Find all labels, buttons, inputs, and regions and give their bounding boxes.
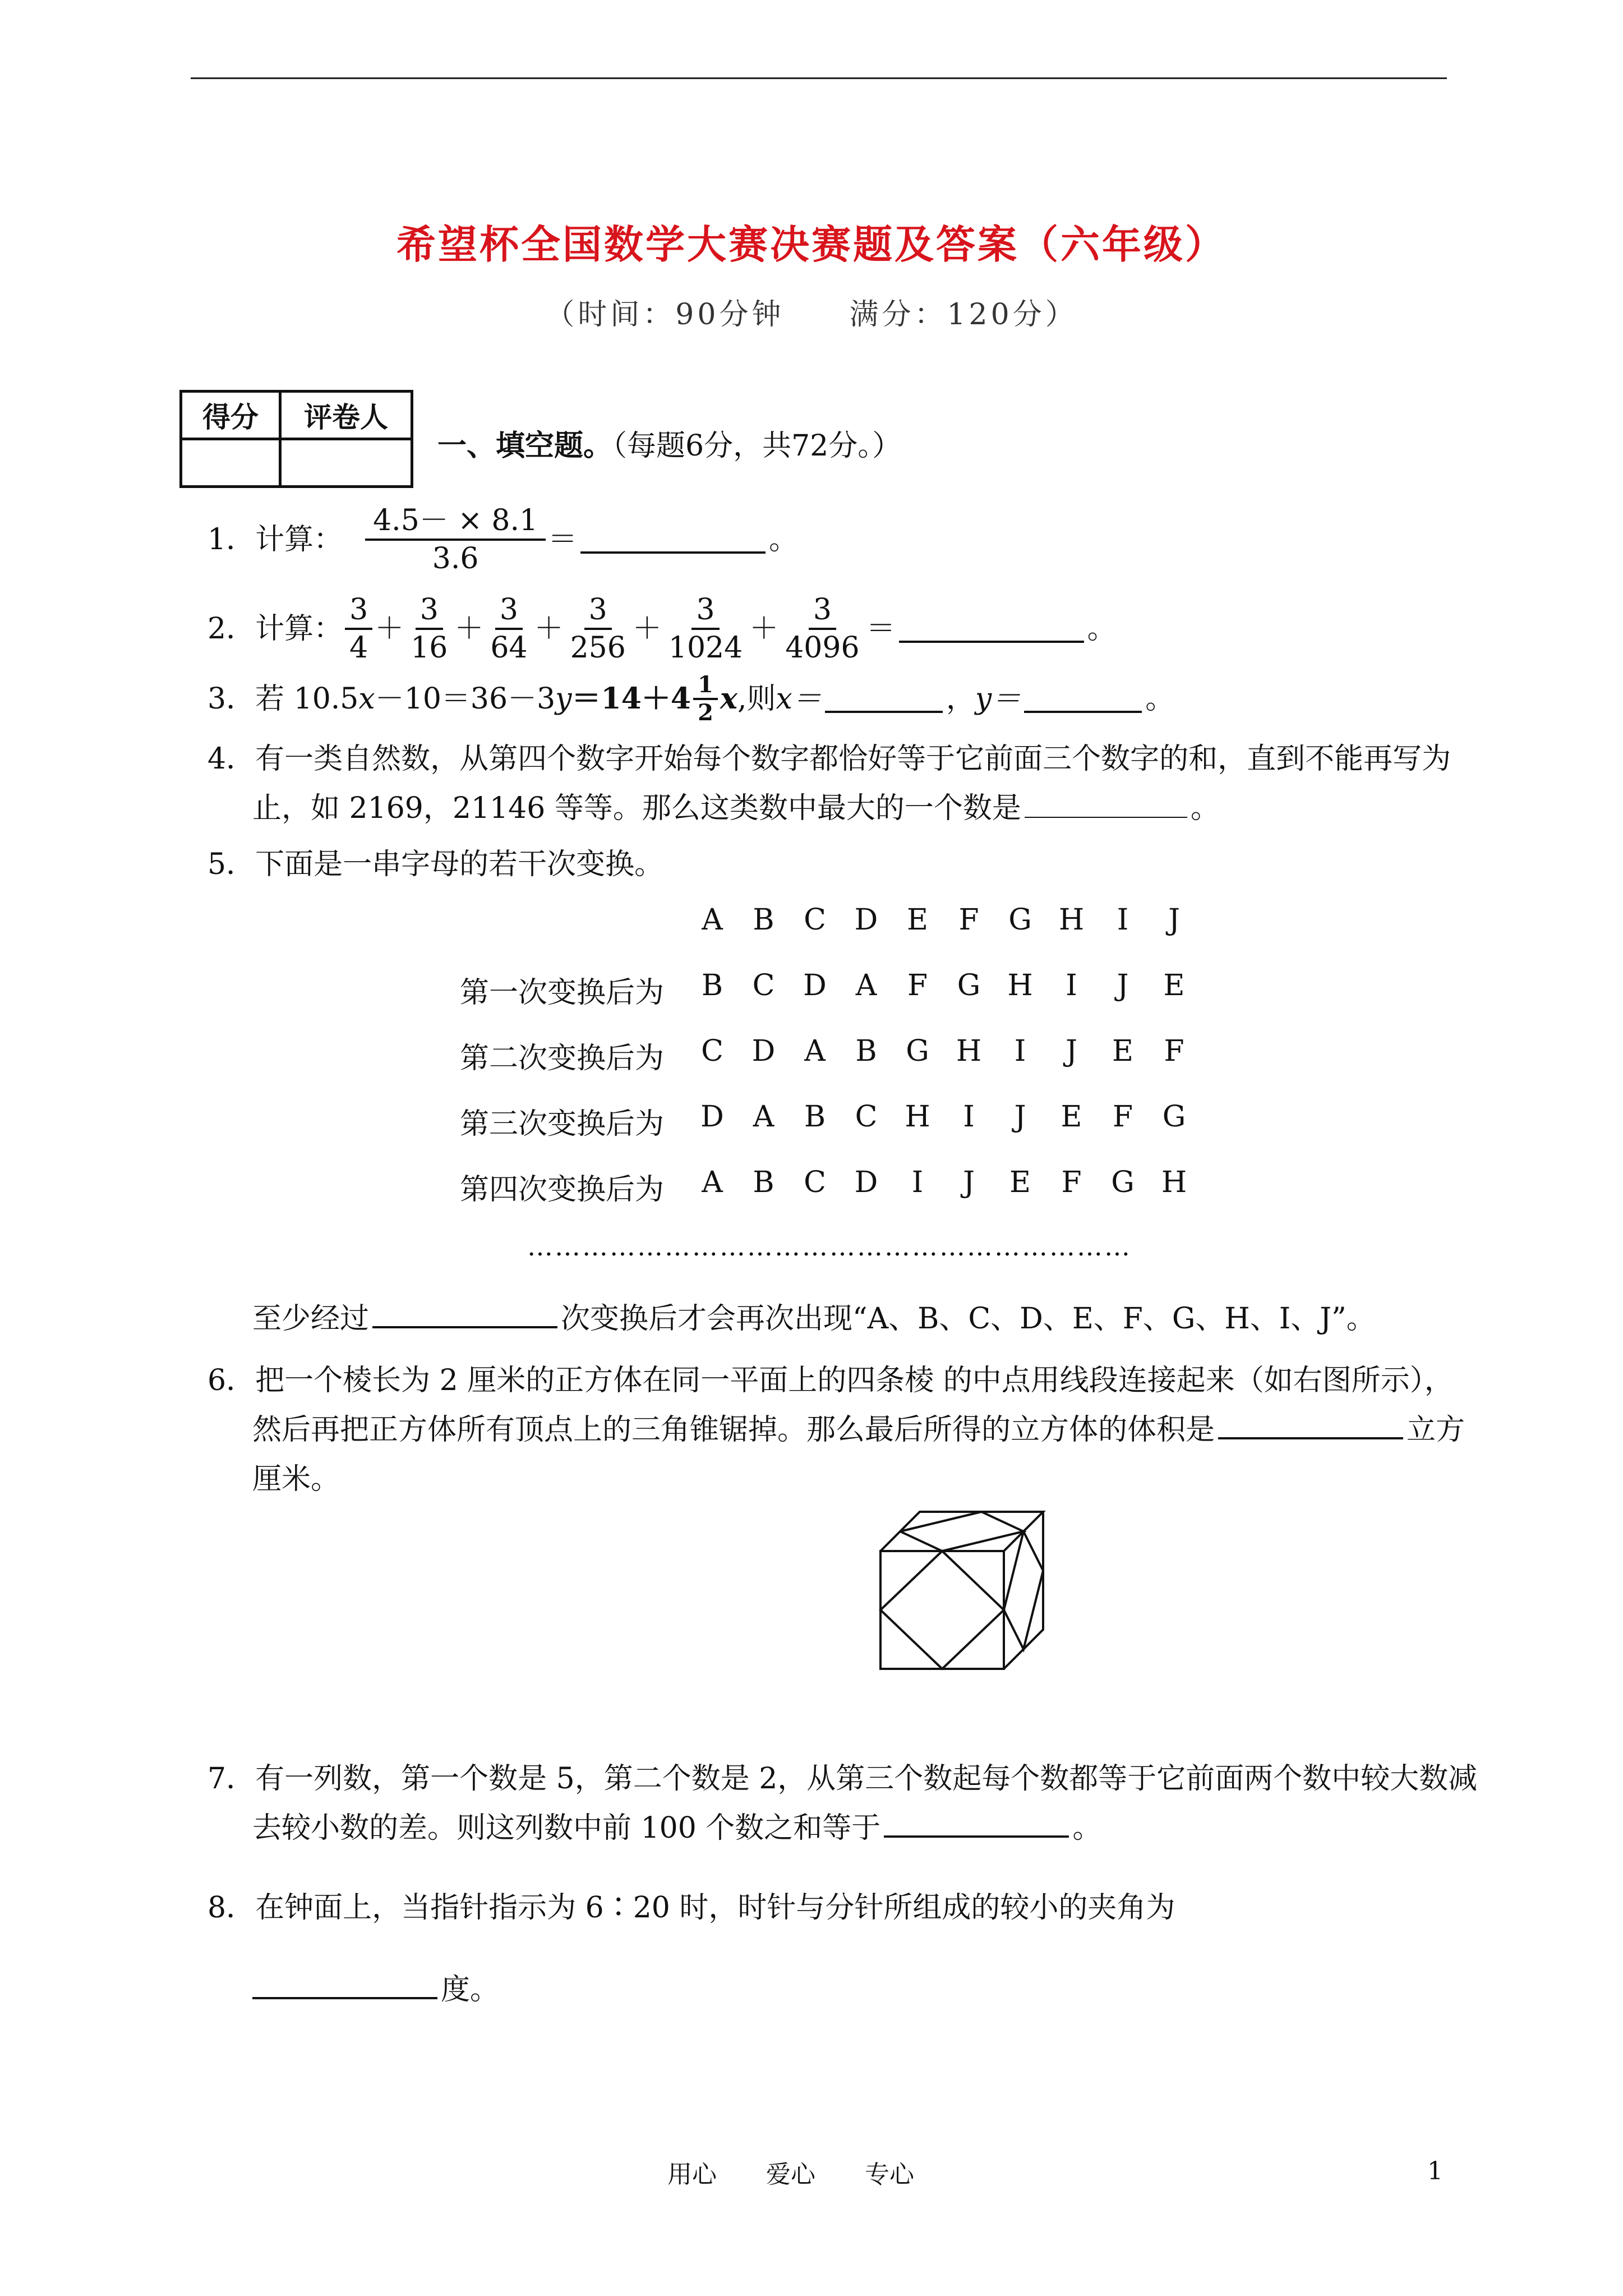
letter-cell: H [905,1100,930,1134]
q2-frac-num: 3 [691,592,719,630]
letter-cell: E [907,903,928,937]
q3-comma: ， [946,682,975,716]
transform-row-label: 第一次变换后为 [460,976,665,1010]
letter-cell: D [803,969,827,1002]
letter-cell: B [701,969,723,1002]
q3-var-x: x [358,682,375,716]
letter-cell: I [911,1166,924,1199]
transform-row-label: 第三次变换后为 [460,1107,665,1141]
letter-cell: F [958,903,979,937]
q3-var-x2: x [720,682,737,716]
q2-frac-den: 4096 [785,631,860,665]
q1-denominator: 3.6 [432,542,479,576]
question-7 [208,1756,1477,1851]
q2-fraction [566,592,630,666]
letter-cell: E [1112,1034,1133,1068]
page-title: 希望杯全国数学大赛决赛题及答案（六年级） [396,221,1227,268]
letter-cell: A [855,969,877,1002]
letter-cell: F [1061,1166,1082,1199]
q5-intro: 5．下面是一串字母的若干次变换。 [208,848,664,881]
q2-frac-den: 1024 [668,631,743,665]
letter-cell: J [1014,1100,1026,1134]
question-3 [208,672,1174,726]
letter-cell: C [855,1100,878,1134]
q3-half-num: 1 [693,672,718,700]
q7-line2-row [208,1805,1477,1851]
grader-cell[interactable] [280,439,412,487]
front-midpoint-square [880,1551,1004,1669]
q3-var-y: y [555,682,572,716]
plus-sign: ＋ [534,612,564,646]
q4-answer-blank[interactable] [1025,791,1187,818]
q1-numerator: 4.5－ × 8.1 [365,503,546,541]
q2-end: 。 [1087,612,1117,646]
letter-cell: F [907,969,928,1002]
q8-line2-row [208,1967,1175,2013]
letter-cell: A [702,903,723,937]
q2-frac-den: 4 [349,631,368,665]
q8-answer-blank[interactable] [252,1971,437,1999]
q6-line3: 厘米。 [252,1462,340,1496]
q2-frac-num: 3 [345,592,372,630]
q2-fraction [345,592,372,666]
q1-label: 1．计算： [208,523,343,556]
q1-end: 。 [769,523,799,556]
q2-equals: ＝ [866,612,896,646]
q4-line2: 止，如 2169，21146 等等。那么这类数中最大的一个数是 [252,792,1021,825]
q8-line1: 8．在钟面上，当指针指示为 6∶20 时，时针与分针所组成的较小的夹角为 [208,1891,1175,1925]
plus-sign: ＋ [375,612,404,646]
q2-label: 2．计算： [208,612,343,646]
q8-line2-end: 度。 [441,1973,500,2007]
q2-frac-num: 3 [495,592,523,630]
q7-answer-blank[interactable] [884,1810,1069,1838]
letter-cell: A [753,1100,774,1134]
question-4 [208,736,1451,831]
letter-cell: A [702,1166,723,1199]
transform-row-label: 第四次变换后为 [460,1173,665,1207]
plus-sign: ＋ [632,612,662,646]
letter-cell: I [1066,969,1077,1002]
letter-cell: D [854,903,878,937]
q3-pre: 3．若 10.5 [208,682,359,716]
letter-cell: J [1117,969,1129,1002]
letter-cell: G [1111,1166,1135,1199]
letter-cell: C [701,1034,723,1068]
letter-cell: E [1163,969,1185,1002]
letter-cell: F [1112,1100,1133,1134]
q3-x-answer-blank[interactable] [825,685,943,713]
q1-fraction [365,503,546,577]
letter-cell: J [1066,1034,1077,1068]
q7-line2: 去较小数的差。则这列数中前 100 个数之和等于 [252,1811,881,1845]
letter-cell: C [752,969,775,1002]
q2-fraction [486,592,532,666]
plus-sign: ＋ [454,612,484,646]
letter-cell: B [753,1166,774,1199]
q4-end: 。 [1190,792,1220,825]
question-6 [208,1358,1465,1502]
right-midpoint-lines [1004,1531,1043,1649]
q6-answer-blank[interactable] [1218,1411,1403,1439]
q1-answer-blank[interactable] [580,526,766,554]
footer-motto: 用心 爱心 专心 [667,2160,914,2189]
letter-cell: E [1061,1100,1082,1134]
q5-question [252,1296,1376,1342]
top-midpoint-lines [900,1512,1023,1551]
q6-line2-row [208,1407,1465,1453]
letter-cell: D [854,1166,878,1199]
cube-figure [875,1506,1060,1674]
header-rule [191,77,1447,79]
q2-frac-den: 64 [490,631,528,665]
letter-cell: D [700,1100,724,1134]
letter-cell: J [1168,903,1180,937]
q3-end: 。 [1145,682,1175,716]
letter-cell: A [804,1034,826,1068]
letter-cell: H [956,1034,982,1068]
q3-y-answer-blank[interactable] [1024,685,1142,713]
letter-cell: D [751,1034,776,1068]
letter-cell: I [1117,903,1129,937]
q6-line2-end: 立方 [1407,1413,1465,1447]
score-cell[interactable] [181,439,280,487]
q4-line1: 4．有一类自然数，从第四个数字开始每个数字都恰好等于它前面三个数字的和，直到不能再写为 [208,742,1451,776]
letter-cell: C [804,1166,826,1199]
letter-cell: C [804,903,826,937]
q2-answer-blank[interactable] [899,615,1084,643]
section-title: 一、填空题。 [437,429,613,463]
page-subtitle: （时间：90分钟 满分：120分） [545,298,1078,332]
q3-half-den: 2 [698,700,713,726]
letter-cell: G [906,1034,929,1068]
letter-cell: G [957,969,981,1002]
letter-cell: H [1161,1166,1187,1199]
cube-front-face [880,1551,1004,1669]
letter-cell: E [1009,1166,1031,1199]
q2-fraction [664,592,747,666]
q4-line2-row [208,785,1451,831]
q5-ask-pre: 至少经过 [252,1302,370,1336]
score-table [179,390,413,488]
transform-row-label: 第二次变换后为 [460,1042,665,1075]
q1-equals: ＝ [548,523,578,556]
letter-cell: B [804,1100,826,1134]
continuation-dots: ………………………………………………………… [527,1231,1132,1262]
letter-cell: I [1014,1034,1026,1068]
letter-cell: B [753,903,774,937]
q6-line2: 然后再把正方体所有顶点上的三角锥锯掉。那么最后所得的立方体的体积是 [252,1413,1215,1447]
q6-line1: 6．把一个棱长为 2 厘米的正方体在同一平面上的四条棱 的中点用线段连接起来（如右图所示）， [208,1364,1454,1397]
q2-frac-num: 3 [809,592,836,630]
q5-ask-post: 次变换后才会再次出现“A、B、C、D、E、F、G、H、I、J”。 [561,1302,1376,1336]
question-2 [208,592,1117,666]
q3-post: ,则 [737,682,776,716]
q3-mid1: －10＝36－3 [375,682,556,716]
letter-cell: H [1007,969,1033,1002]
letter-cell: G [1008,903,1032,937]
q2-fraction [406,592,452,666]
section-heading [437,422,901,464]
page-number: 1 [1427,2157,1443,2185]
letter-cell: G [1162,1100,1186,1134]
score-header: 得分 [181,392,280,439]
letter-cell: B [855,1034,877,1068]
q2-frac-num: 3 [416,592,443,630]
q3-mid2: ＝14＋4 [571,682,691,716]
q2-fraction [781,592,864,666]
letter-cell: I [963,1100,975,1134]
q3-half-fraction [693,672,718,726]
letter-cell: H [1058,903,1085,937]
question-1 [208,503,798,577]
letter-cell: F [1164,1034,1184,1068]
q2-frac-den: 256 [570,631,626,665]
q7-line1: 7．有一列数，第一个数是 5，第二个数是 2，从第三个数起每个数都等于它前面两个数中较大数减 [208,1762,1478,1796]
q7-end: 。 [1072,1811,1102,1845]
q3-y-eq: y＝ [975,682,1021,716]
q2-frac-den: 16 [411,631,448,665]
section-note: （每题6分，共72分。） [612,429,902,463]
grader-header: 评卷人 [280,392,412,439]
plus-sign: ＋ [749,612,779,646]
question-8 [208,1885,1175,2013]
q2-frac-num: 3 [584,592,612,630]
q5-answer-blank[interactable] [372,1300,557,1328]
q3-x-eq: x＝ [776,682,822,716]
letter-cell: J [963,1166,975,1199]
